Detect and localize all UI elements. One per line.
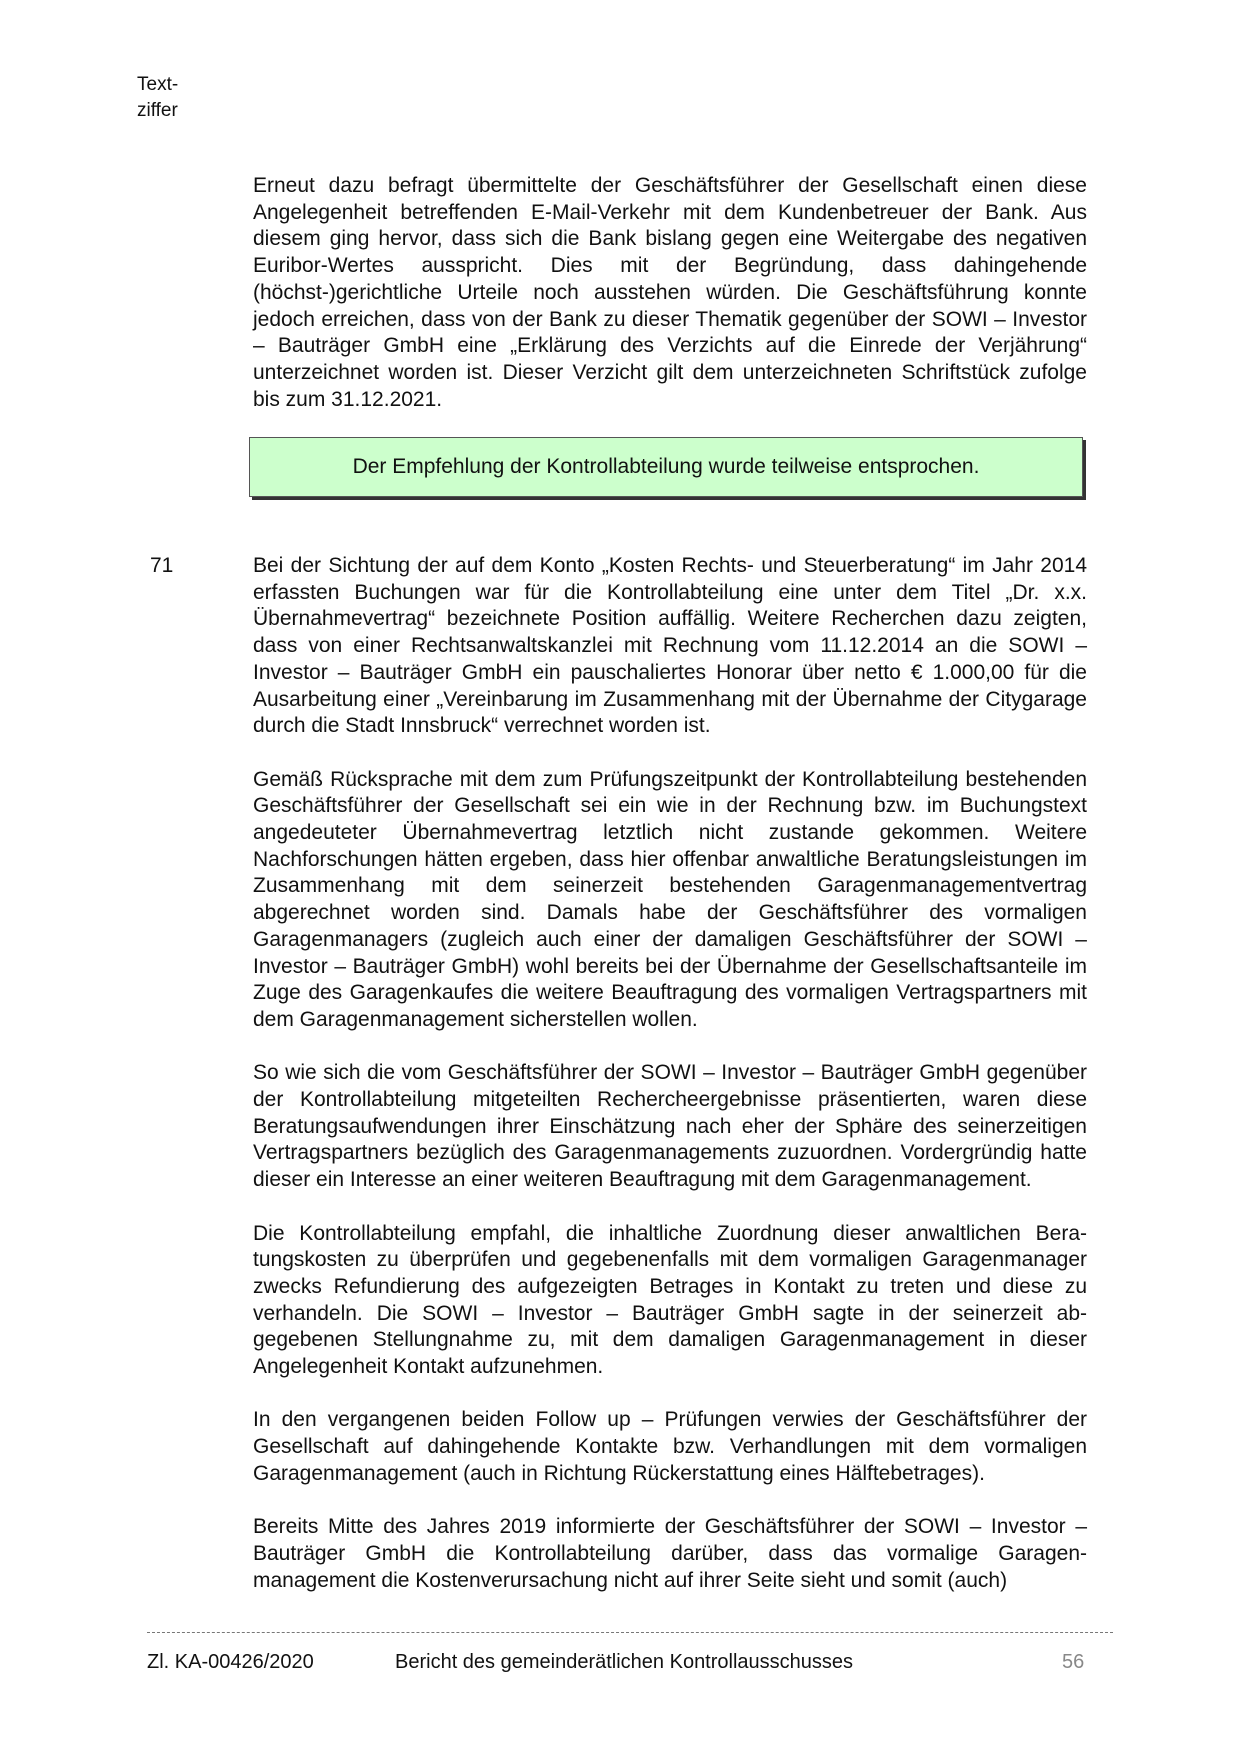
paragraph-intro-text: Erneut dazu befragt übermittelte der Geschäftsführer der Gesellschaft einen diese Angelegenheit betreffenden E-Mail-Verkehr mit dem Kundenbetreuer der Bank. Aus diesem ging hervor, dass sich die Bank bislang gegen eine Weitergabe des negativen Euribor-Wertes ausspricht. Dies mit der Begründung, dass dahingehende (höchst-)gerichtliche Urteile noch ausstehen würden. Die Geschäftsführung konnte jedoch erreichen, dass von der Bank zu dieser Thematik gegenüber der SOWI – Investor – Bauträger GmbH eine „Erklärung des Verzichts auf die Einrede der Verjährung“ unterzeichnet worden ist. Dieser Verzicht gilt dem unterzeichneten Schriftstück zufolge bis zum 31.12.2021. [253, 174, 1087, 411]
paragraph: Bereits Mitte des Jahres 2019 informierte der Geschäftsführer der SOWI – Investor – Bauträger GmbH die Kontrollabteilung darüber, dass das vormalige Garagenmanagement die Kostenverursachung nicht auf ihrer Seite sieht und somit (auch) [253, 1515, 1087, 1592]
textziffer-number: 71 [150, 554, 174, 577]
paragraph: In den vergangenen beiden Follow up – Prüfungen verwies der Geschäftsführer der Gesellschaft auf dahingehende Kontakte bzw. Verhandlungen mit dem vormaligen Garagenmanagement (auch in Richtung Rückerstattung eines Hälftebetrages). [253, 1408, 1087, 1485]
recommendation-status-text: Der Empfehlung der Kontrollabteilung wurde teilweise entsprochen. [352, 455, 980, 478]
textziffer-column-label: Text- ziffer [137, 74, 179, 121]
footer-title: Bericht des gemeinderätlichen Kontrollausschusses [395, 1651, 854, 1673]
paragraph: So wie sich die vom Geschäftsführer der SOWI – Investor – Bauträger GmbH gegenüber der Kontrollabteilung mitgeteilten Rechercheergebnisse präsentierten, waren diese Beratungsaufwendungen ihrer Einschätzung nach eher der Sphäre des seinerzeitigen Vertragspartners bezüglich des Garagenmanagements zuzuordnen. Vordergründig hatte dieser ein Interesse an einer weiteren Beauftragung mit dem Garagenmanagement. [253, 1061, 1087, 1192]
paragraph: Gemäß Rücksprache mit dem zum Prüfungszeitpunkt der Kontrollabteilung bestehenden Geschäftsführer der Gesellschaft sei ein wie in der Rechnung bzw. im Buchungstext angedeuteter Übernahmevertrag letztlich nicht zustande gekommen. Weitere Nachforschungen hätten ergeben, dass hier offenbar anwaltliche Beratungsleistungen im Zusammenhang mit dem seinerzeit bestehenden Garagenmanagementvertrag abgerechnet worden sind. Damals habe der Geschäftsführer des vormaligen Garagenmanagers (zugleich auch einer der damaligen Geschäftsführer der SOWI – Investor – Bauträger GmbH) wohl bereits bei der Übernahme der Gesellschaftsanteile im Zuge des Garagenkaufes die weitere Beauftragung des vormaligen Vertragspartners mit dem Garagenmanagement sicherstellen wollen. [253, 767, 1087, 1031]
paragraph: Die Kontrollabteilung empfahl, die inhaltliche Zuordnung dieser anwaltlichen Beratungskosten zu überprüfen und gegebenenfalls mit dem vormaligen Garagenmanager zwecks Refundierung des aufgezeigten Betrages in Kontakt zu treten und diese zu verhandeln. Die SOWI – Investor – Bauträger GmbH sagte in der seinerzeit abgegebenen Stellungnahme zu, mit dem damaligen Garagenmanagement in dieser Angelegenheit Kontakt aufzunehmen. [253, 1221, 1087, 1379]
page-number: 56 [1062, 1651, 1085, 1673]
recommendation-status-box [249, 437, 1083, 497]
footer-reference: Zl. KA-00426/2020 [147, 1651, 314, 1673]
section-71-body [253, 553, 1087, 1594]
paragraph-intro [253, 173, 1087, 413]
paragraph: Bei der Sichtung der auf dem Konto „Kosten Rechts- und Steuerberatung“ im Jahr 2014 erfassten Buchungen war für die Kontrollabteilung eine unter dem Titel „Dr. x.x. Übernahmevertrag“ bezeichnete Position auffällig. Weitere Recherchen dazu zeigten, dass von einer Rechtsanwaltskanzlei mit Rechnung vom 11.12.2014 an die SOWI – Investor – Bauträger GmbH ein pauschaliertes Honorar über netto € 1.000,00 für die Ausarbeitung einer „Vereinbarung im Zusammenhang mit der Übernahme der Citygarage durch die Stadt Innsbruck“ verrechnet worden ist. [253, 554, 1087, 738]
footer-divider [147, 1632, 1113, 1633]
